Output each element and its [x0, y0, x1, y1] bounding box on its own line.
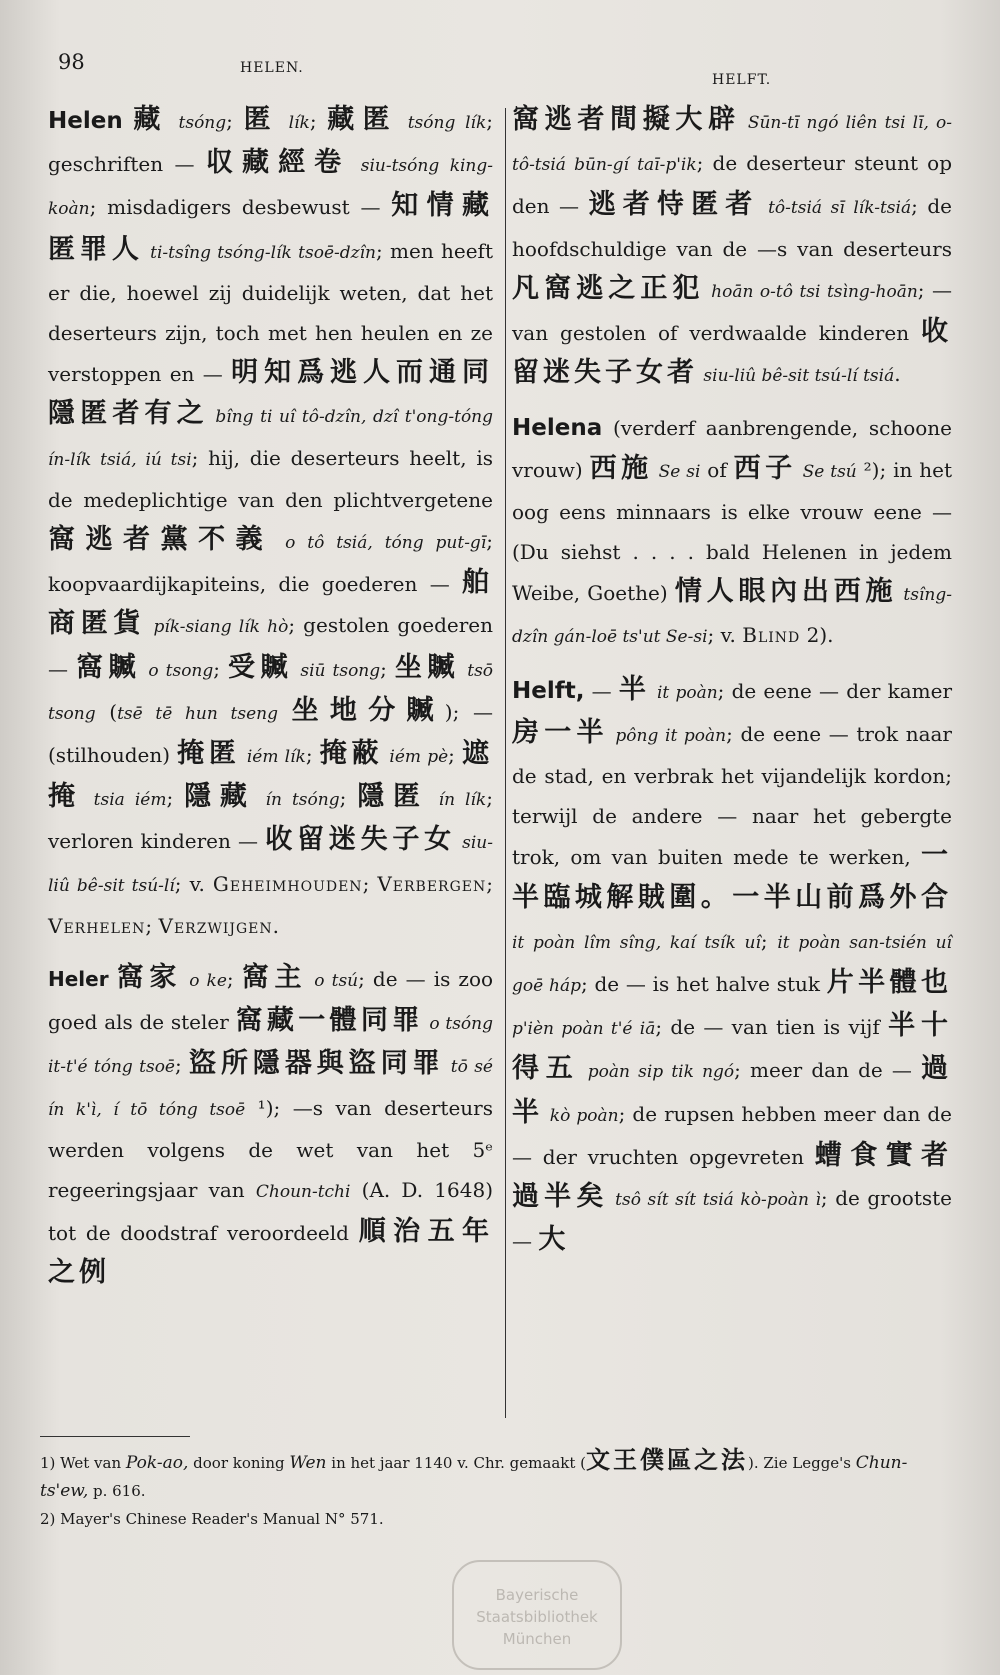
running-head-right: HELFT.	[712, 72, 772, 88]
text-segment: Sūn-tī ngó liên tsi lī, o-tô-tsiá būn-gí taī-p'ik	[512, 113, 952, 176]
text-segment: Heler	[48, 967, 109, 992]
text-segment: 窩逃者黨不義	[48, 524, 274, 556]
text-segment: 収藏經卷	[205, 147, 351, 179]
text-segment: it poàn	[650, 682, 718, 703]
text-segment: siu-liû bê-sit tsú-lí	[48, 833, 494, 896]
text-segment: ín lík	[428, 790, 487, 811]
text-segment: 隱藏	[184, 781, 256, 813]
text-segment: ¹); —s van deserteurs werden volgens de wet van het 5ᵉ regeeringsjaar van	[48, 1095, 493, 1203]
right-column	[512, 100, 952, 1273]
text-segment: bîng ti uî tô-dzîn, dzî t'ong-tóng ín-lík tsiá, iú tsi	[48, 407, 494, 470]
text-segment: siū tsong	[293, 660, 381, 681]
library-stamp	[452, 1560, 622, 1670]
text-segment: tsē tē hun tseng	[117, 703, 278, 724]
text-segment: 半	[618, 673, 651, 705]
text-segment: Choun-tchi	[255, 1182, 351, 1203]
text-segment: 明知爲逃人而通同隱匿者有之	[48, 357, 493, 430]
text-segment: ;	[448, 743, 463, 768]
text-segment: 匿	[243, 104, 279, 135]
text-segment: 收留迷失子女	[265, 824, 456, 856]
footnote-rule	[40, 1436, 190, 1437]
text-segment: ; v.	[174, 871, 213, 896]
text-segment: Helft,	[512, 677, 585, 704]
text-segment: tsóng lík	[397, 113, 487, 133]
text-segment: ); — (stilhouden)	[48, 699, 493, 768]
text-segment: ; de rupsen hebben meer dan de — der vruchten opgevreten	[512, 1101, 953, 1169]
text-segment: (A. D. 1648) tot de doodstraf veroordeeld	[48, 1178, 494, 1246]
text-segment: ;	[226, 967, 242, 992]
text-segment: ;	[213, 656, 229, 681]
text-segment: —	[584, 678, 619, 703]
text-segment: 掩匿	[177, 738, 241, 770]
text-segment: iém lík	[240, 747, 306, 768]
text-segment: in het jaar 1140 v. Chr. gemaakt (	[326, 1454, 586, 1472]
text-segment: Pok-ao,	[125, 1453, 189, 1473]
text-segment: Verhelen	[48, 913, 146, 938]
text-segment: Verzwijgen	[158, 913, 273, 938]
text-segment: Chun-ts'ew,	[40, 1453, 908, 1501]
entry-heler-continued	[512, 100, 952, 396]
footnotes	[40, 1446, 940, 1533]
text-segment: 掩蔽	[319, 738, 384, 770]
text-segment: Helen	[48, 108, 123, 134]
text-segment: (	[95, 699, 118, 724]
text-segment: 順治五年之例	[48, 1216, 494, 1289]
text-segment: ²); in het oog eens minnaars is elke vrouw eene — (Du siehst . . . . bald Helenen in jedem Weibe, Goethe)	[512, 457, 952, 606]
text-segment: 半十得五	[512, 1010, 953, 1085]
footnote-1	[40, 1446, 940, 1505]
text-segment: 藏	[133, 104, 169, 135]
text-segment: hoān o-tô tsi tsìng-hoān	[704, 281, 918, 302]
text-segment: ;	[760, 928, 778, 953]
text-segment: ;	[362, 871, 378, 896]
text-segment: ; men heeft er die, hoewel zij duidelijk weten, dat het deserteurs zijn, toch met hen heulen en ze verstoppen en —	[48, 238, 493, 387]
text-segment: it poàn lîm sîng, kaí tsík uî	[512, 932, 761, 953]
text-segment: Verbergen	[377, 871, 487, 896]
text-segment: ;	[486, 871, 493, 896]
entry-helft	[512, 670, 952, 1262]
text-segment: Se tsú	[796, 461, 857, 482]
text-segment: it poàn san-tsién uî goē háp	[512, 932, 952, 997]
text-segment: 盜所隱器與盜同罪	[189, 1048, 445, 1080]
text-segment: o tsóng it-t'é tóng tsoē	[48, 1014, 493, 1078]
entry-helen	[48, 100, 493, 946]
text-segment: Helena	[512, 415, 603, 442]
text-segment: ;	[145, 913, 159, 938]
text-segment: ;	[175, 1053, 190, 1078]
text-segment: 隱匿	[357, 781, 429, 813]
stamp-line-1: Bayerische	[495, 1586, 579, 1604]
text-segment: .	[272, 913, 279, 938]
text-segment: poàn sip tik ngó	[579, 1062, 735, 1083]
text-segment: tsia iém	[83, 790, 167, 811]
text-segment: o ke	[182, 971, 227, 992]
text-segment: ; verloren kinderen —	[48, 786, 493, 854]
text-segment: 受贓	[228, 651, 294, 683]
text-segment: 坐贓	[394, 651, 461, 683]
text-segment: kò poàn	[543, 1105, 619, 1126]
text-segment: 情人眼內出西施	[674, 576, 898, 608]
column-divider	[505, 108, 506, 1418]
text-segment: 窩家	[116, 962, 183, 994]
text-segment: 坐地分贓	[291, 694, 445, 726]
text-segment: ; meer dan de —	[734, 1058, 922, 1083]
text-segment: Blind	[742, 623, 801, 648]
text-segment: ;	[166, 786, 185, 811]
text-segment: lík	[278, 113, 310, 133]
text-segment: door koning	[188, 1454, 290, 1472]
text-segment: Geheimhouden	[212, 871, 363, 896]
text-segment	[109, 967, 117, 991]
running-head-left: HELEN.	[240, 60, 304, 76]
text-segment: 西施	[589, 452, 653, 484]
page-number: 98	[58, 50, 85, 74]
text-segment	[123, 109, 134, 133]
text-segment: 窩藏一體同罪	[235, 1005, 424, 1037]
text-segment: ; — van gestolen of verdwaalde kinderen	[512, 277, 952, 346]
text-segment: pík-siang lík hò	[146, 617, 289, 638]
text-segment: o tsú	[307, 971, 359, 992]
text-segment: ;	[226, 109, 244, 133]
text-segment: tsō tsong	[48, 660, 494, 724]
text-segment: siu-tsóng king-koàn	[48, 156, 494, 220]
text-segment: 窩贓	[76, 651, 142, 683]
text-segment: Wen	[289, 1453, 327, 1473]
text-segment: ; de eene — der kamer	[717, 678, 953, 703]
left-column	[48, 100, 493, 1307]
text-segment: ;	[339, 786, 358, 811]
text-segment: 1) Wet van	[40, 1454, 126, 1472]
text-segment: 收留迷失子女者	[512, 316, 952, 389]
text-segment: ;	[380, 656, 395, 681]
text-segment: tô-tsiá sī lík-tsiá	[759, 198, 912, 219]
text-segment: ;	[309, 109, 328, 133]
text-segment: ; de — is zoo goed als de steler	[48, 967, 494, 1035]
text-segment: 西子	[733, 452, 797, 484]
text-segment: 過半	[512, 1053, 953, 1128]
text-segment: o tô tsiá, tóng put-gī	[273, 533, 487, 554]
text-segment: tsóng	[168, 113, 227, 133]
text-segment: ;	[305, 743, 320, 768]
text-segment: Se si	[652, 461, 701, 482]
text-segment: 螬食實者過半矣	[512, 1139, 953, 1213]
text-segment: 窩主	[241, 962, 308, 994]
text-segment: 舶商匿貨	[48, 567, 493, 640]
text-segment: ; de hoofdschuldige van de —s van deserteurs	[512, 194, 953, 261]
text-segment: ; misdadigers desbewust —	[89, 195, 392, 220]
text-segment: 2) Mayer's Chinese Reader's Manual N° 571.	[40, 1510, 384, 1528]
text-segment: p. 616.	[88, 1482, 146, 1500]
text-segment: of	[700, 457, 734, 482]
text-segment: (verderf aanbrengende, schoone vrouw)	[512, 416, 952, 482]
text-segment: ; hij, die deserteurs heelt, is de medeplichtige van den plichtvergetene	[48, 445, 493, 512]
text-segment: 藏匿	[327, 104, 398, 135]
text-segment: ; de — is het halve stuk	[580, 972, 827, 997]
text-segment: ti-tsîng tsóng-lík tsoē-dzîn	[143, 242, 376, 263]
text-segment: ; de eene — trok naar de stad, en verbrak het vijandelijk kordon; terwijl de andere — naar het gebergte trok, om van buiten mede te werken,	[512, 721, 952, 870]
text-segment: 逃者恃匿者	[588, 189, 760, 221]
text-segment: ; geschriften —	[48, 109, 493, 177]
text-segment: 文王僕區之法	[586, 1446, 748, 1474]
text-segment: ; de — van tien is vijf	[655, 1015, 889, 1040]
text-segment: 知情藏匿罪人	[48, 190, 493, 265]
text-segment	[278, 700, 292, 724]
stamp-line-3: München	[502, 1630, 572, 1648]
text-segment: 片半體也	[826, 967, 952, 999]
entry-helena	[512, 408, 952, 657]
text-segment: pông it poàn	[608, 725, 727, 746]
text-segment: .	[894, 362, 901, 387]
text-segment: 一半臨城解賊圍。一半山前爲外合	[512, 840, 952, 913]
text-segment: ín tsóng	[255, 790, 340, 811]
text-segment: siu-liû bê-sit tsú-lí tsiá	[698, 366, 895, 387]
text-segment: tsîng-dzîn gán-loē ts'ut Se-si	[512, 585, 952, 648]
text-segment: ; de grootste —	[512, 1186, 953, 1254]
text-segment: ; de deserteur steunt op den —	[512, 151, 953, 219]
entry-heler	[48, 958, 493, 1295]
text-segment: 大	[538, 1224, 570, 1256]
footnote-2	[40, 1505, 940, 1533]
text-segment: tsô sít sít tsiá kò-poàn ì	[608, 1190, 821, 1211]
text-segment: 凡窩逃之正犯	[512, 272, 705, 304]
text-segment: ; gestolen goederen —	[48, 613, 493, 681]
text-segment: ; koopvaardijkapiteins, die goederen —	[48, 529, 494, 597]
text-segment: 遮掩	[48, 738, 494, 813]
stamp-line-2: Staatsbibliothek	[476, 1608, 598, 1626]
text-segment: 2).	[800, 623, 834, 648]
text-segment: 房一半	[512, 716, 609, 748]
text-segment: tō sé ín k'ì, í tō tóng tsoē	[48, 1057, 493, 1120]
text-segment: iém pè	[383, 747, 449, 768]
text-segment: ). Zie Legge's	[748, 1454, 856, 1472]
text-segment: o tsong	[141, 660, 214, 681]
text-segment: p'ièn poàn t'é iā	[512, 1019, 656, 1040]
text-segment: ; v.	[707, 623, 743, 648]
text-segment: 窩逃者間擬大辟	[512, 104, 741, 135]
